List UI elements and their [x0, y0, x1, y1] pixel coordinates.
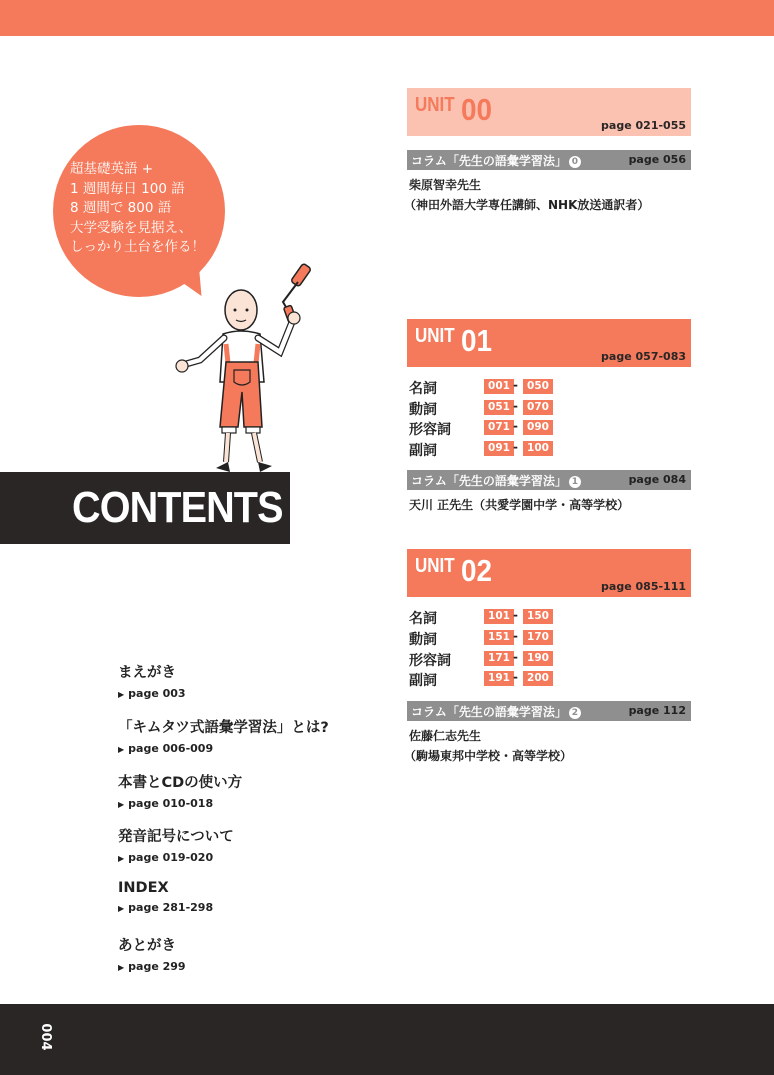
unit-02-column-bar[interactable] — [407, 701, 691, 721]
unit-number: 00 — [461, 92, 493, 127]
triangle-bullet-icon: ▶ — [118, 904, 125, 913]
pos-label: 形容詞 — [409, 422, 451, 438]
range-to: 170 — [523, 630, 553, 645]
range-to: 150 — [523, 609, 553, 624]
unit-00-column-bar[interactable] — [407, 150, 691, 170]
pos-label: 形容詞 — [409, 653, 451, 669]
triangle-bullet-icon: ▶ — [118, 963, 125, 972]
range-from: 151 — [484, 630, 514, 645]
triangle-bullet-icon: ▶ — [118, 745, 125, 754]
pos-label: 副詞 — [409, 673, 437, 689]
column-affiliation: （駒場東邦中学校・高等学校） — [404, 749, 573, 763]
contents-title: CONTENTS — [72, 483, 283, 532]
unit-number: 01 — [461, 323, 493, 358]
column-page: page 084 — [628, 473, 686, 486]
triangle-bullet-icon: ▶ — [118, 690, 125, 699]
pos-label: 名詞 — [409, 611, 437, 627]
range-dash: - — [513, 650, 518, 664]
range-dash: - — [513, 440, 518, 454]
pos-label: 副詞 — [409, 443, 437, 459]
range-from: 001 — [484, 379, 514, 394]
toc-item-title: まえがき — [118, 665, 176, 681]
range-to: 100 — [523, 441, 553, 456]
circled-number-icon: 2 — [569, 707, 581, 719]
pos-row — [409, 649, 609, 669]
toc-item-page: ▶ page 006-009 — [118, 742, 214, 755]
toc-item-title: 「キムタツ式語彙学習法」とは? — [118, 720, 329, 736]
toc-item-page: ▶ page 003 — [118, 687, 186, 700]
column-label: コラム「先生の語彙学習法」 2 — [411, 703, 581, 720]
unit-pages: page 057-083 — [601, 350, 686, 363]
column-label: コラム「先生の語彙学習法」 1 — [411, 472, 581, 489]
toc-item[interactable] — [118, 716, 329, 755]
unit-label: UNIT — [415, 555, 455, 577]
column-page: page 112 — [628, 704, 686, 717]
column-teacher: 天川 正先生（共愛学園中学・高等学校） — [409, 498, 630, 512]
unit-pages: page 021-055 — [601, 119, 686, 132]
triangle-bullet-icon: ▶ — [118, 854, 125, 863]
range-dash: - — [513, 378, 518, 392]
bubble-line-4: 大学受験を見据え、 — [70, 219, 193, 236]
range-dash: - — [513, 670, 518, 684]
pos-row — [409, 607, 609, 627]
toc-item-title: 発音記号について — [118, 829, 234, 845]
toc-item-title: あとがき — [118, 938, 176, 954]
toc-item-page: ▶ page 010-018 — [118, 797, 214, 810]
top-bar — [0, 0, 774, 36]
toc-item[interactable] — [118, 825, 234, 864]
bottom-bar — [0, 1004, 774, 1075]
unit-02-header[interactable] — [407, 549, 691, 597]
range-to: 090 — [523, 420, 553, 435]
unit-01-header[interactable] — [407, 319, 691, 367]
range-dash: - — [513, 399, 518, 413]
column-affiliation: （神田外語大学専任講師、NHK放送通訳者） — [404, 198, 650, 212]
speech-bubble-text — [70, 160, 230, 258]
column-teacher: 佐藤仁志先生 — [409, 729, 482, 743]
unit-00-header[interactable] — [407, 88, 691, 136]
pos-row — [409, 418, 609, 438]
unit-label: UNIT — [415, 325, 455, 347]
range-from: 101 — [484, 609, 514, 624]
range-from: 171 — [484, 651, 514, 666]
range-dash: - — [513, 629, 518, 643]
pos-row — [409, 439, 609, 459]
range-dash: - — [513, 608, 518, 622]
toc-item[interactable] — [118, 661, 186, 700]
bubble-line-5: しっかり土台を作る！ — [70, 239, 205, 255]
range-to: 050 — [523, 379, 553, 394]
toc-item-title: INDEX — [118, 880, 169, 896]
toc-item-page: ▶ page 281-298 — [118, 901, 214, 914]
range-from: 191 — [484, 671, 514, 686]
range-to: 190 — [523, 651, 553, 666]
toc-item[interactable] — [118, 771, 242, 810]
range-from: 051 — [484, 400, 514, 415]
bubble-line-3: 8 週間で 800 語 — [70, 200, 172, 216]
toc-item-page: ▶ page 299 — [118, 960, 186, 973]
pos-label: 動詞 — [409, 632, 437, 648]
triangle-bullet-icon: ▶ — [118, 800, 125, 809]
bubble-line-1: 超基礎英語 + — [70, 161, 154, 177]
toc-item-title: 本書とCDの使い方 — [118, 775, 243, 791]
page-number: 004 — [38, 1023, 53, 1051]
range-from: 071 — [484, 420, 514, 435]
unit-01-column-bar[interactable] — [407, 470, 691, 490]
unit-pages: page 085-111 — [601, 580, 686, 593]
unit-label: UNIT — [415, 94, 455, 116]
range-to: 070 — [523, 400, 553, 415]
column-teacher: 柴原智幸先生 — [409, 178, 482, 192]
range-to: 200 — [523, 671, 553, 686]
column-label: コラム「先生の語彙学習法」 0 — [411, 152, 581, 169]
unit-number: 02 — [461, 553, 493, 588]
pos-row — [409, 669, 609, 689]
range-dash: - — [513, 419, 518, 433]
circled-number-icon: 1 — [569, 476, 581, 488]
pos-row — [409, 377, 609, 397]
toc-item-page: ▶ page 019-020 — [118, 851, 214, 864]
pos-label: 名詞 — [409, 381, 437, 397]
pos-label: 動詞 — [409, 402, 437, 418]
pos-row — [409, 398, 609, 418]
toc-item[interactable] — [118, 880, 213, 914]
toc-item[interactable] — [118, 934, 186, 973]
circled-number-icon: 0 — [569, 156, 581, 168]
pos-row — [409, 628, 609, 648]
painter-character-illustration — [168, 262, 318, 482]
range-from: 091 — [484, 441, 514, 456]
bubble-line-2: 1 週間毎日 100 語 — [70, 180, 185, 197]
column-page: page 056 — [628, 153, 686, 166]
